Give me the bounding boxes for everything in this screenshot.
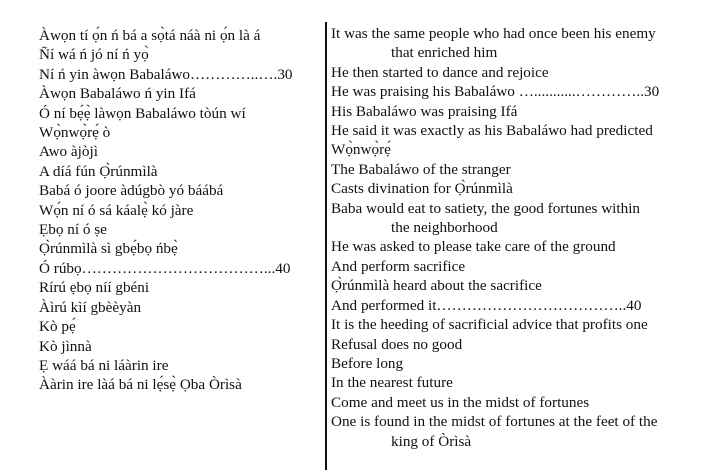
english-translation-line	[331, 296, 703, 315]
translation-line-text: Refusal does no good	[331, 335, 463, 353]
english-translation-line	[331, 237, 703, 256]
yoruba-verse-line: Awo àjòjì	[39, 143, 98, 161]
translation-line-continuation: king of Òrìsà	[391, 432, 472, 450]
translation-line-text: In the nearest future	[331, 374, 453, 392]
translation-line-text: He said it was exactly as his Babaláwo had predicted	[331, 122, 653, 140]
english-translation-column	[331, 24, 703, 451]
translation-line-text: The Babaláwo of the stranger	[331, 160, 511, 178]
english-translation-line	[331, 160, 703, 179]
yoruba-verse-line: Ọ̀rúnmìlà sì gbẹ́bọ ńbẹ̀	[39, 240, 178, 258]
english-translation-line	[331, 354, 703, 373]
translation-line-text: Casts divination for Ọ̀rúnmìlà	[331, 180, 513, 198]
translation-line-text: He was asked to please take care of the ground	[331, 238, 616, 256]
translation-line-text: Come and meet us in the midst of fortunes	[331, 393, 590, 411]
yoruba-verse-line: Wọ́n ní ó sá káalẹ̀ kó jàre	[39, 201, 194, 219]
yoruba-verse-line: Rírú ẹbọ níí gbéni	[39, 279, 150, 297]
english-translation-line	[331, 257, 703, 276]
translation-line-continuation: that enriched him	[391, 44, 498, 62]
english-translation-line	[331, 199, 703, 238]
yoruba-verse-line: Àwọn tí ọ́n ń bá a sọ̀tá náà ni ọ́n là á	[39, 27, 261, 44]
translation-line-text: It was the same people who had once been his enemy	[331, 25, 656, 42]
english-translation-line	[331, 393, 703, 412]
translation-line-text: And performed it………………………………..40	[331, 296, 642, 314]
translation-line-text: And perform sacrifice	[331, 257, 466, 275]
yoruba-verse-line: A díá fún Ọ̀rúnmìlà	[39, 162, 158, 180]
english-translation-line	[331, 179, 703, 198]
english-translation-line	[331, 412, 703, 451]
translation-line-text: One is found in the midst of fortunes at the feet of the	[331, 413, 658, 431]
yoruba-verse-line: Àìrú kìí gbèèyàn	[39, 298, 142, 316]
yoruba-verse-line: Ñí wá ń jó ní ń yọ̀	[39, 46, 149, 64]
yoruba-verse-line: Ẹbọ ní ó ṣe	[39, 221, 107, 239]
translation-line-continuation: the neighborhood	[391, 219, 498, 237]
english-translation-line	[331, 102, 703, 121]
english-translation-line	[331, 276, 703, 295]
yoruba-verse-line: Wọ̀nwọ̀rẹ́ ò	[39, 124, 111, 142]
english-translation-line	[331, 82, 703, 101]
yoruba-verse-line: Ó rúbọ………………………………...40	[39, 259, 291, 277]
translation-line-text: Before long	[331, 354, 404, 372]
column-divider	[325, 22, 327, 470]
yoruba-verse-line: Ó ní bẹ́ẹ̀ làwọn Babaláwo tòún wí	[39, 104, 246, 122]
english-translation-line	[331, 335, 703, 354]
translation-line-text: Wọ̀nwọ̀rẹ́	[331, 141, 391, 159]
english-translation-line	[331, 121, 703, 140]
english-translation-line	[331, 140, 703, 159]
english-translation-line	[331, 63, 703, 82]
translation-line-text: He then started to dance and rejoice	[331, 63, 549, 81]
yoruba-verse-line: Kò jìnnà	[39, 337, 92, 355]
yoruba-verse-line: Ẹ wáá bá ni láàrin ire	[39, 356, 169, 374]
yoruba-verse-column	[39, 26, 321, 395]
english-translation-line	[331, 373, 703, 392]
translation-line-text: Baba would eat to satiety, the good fortunes within	[331, 199, 641, 217]
translation-line-text: It is the heeding of sacrificial advice that profits one	[331, 316, 648, 334]
english-translation-line	[331, 24, 703, 63]
yoruba-verse-line: Ní ń yin àwọn Babaláwo…………..….30	[39, 65, 293, 83]
translation-line-text: His Babaláwo was praising Ifá	[331, 102, 518, 120]
yoruba-verse-line: Kò pẹ́	[39, 318, 76, 336]
english-translation-line	[331, 315, 703, 334]
translation-line-text: He was praising his Babaláwo …...........…………..30	[331, 83, 660, 101]
translation-line-text: Ọ̀rúnmìlà heard about the sacrifice	[331, 277, 542, 295]
yoruba-verse-line: Àwọn Babaláwo ń yin Ifá	[39, 85, 196, 103]
yoruba-verse-line: Babá ó joore àdúgbò yó báábá	[39, 182, 224, 200]
yoruba-verse-line: Ààrin ire làá bá ni lẹ́sẹ̀ Ọba Òrìsà	[39, 376, 242, 394]
